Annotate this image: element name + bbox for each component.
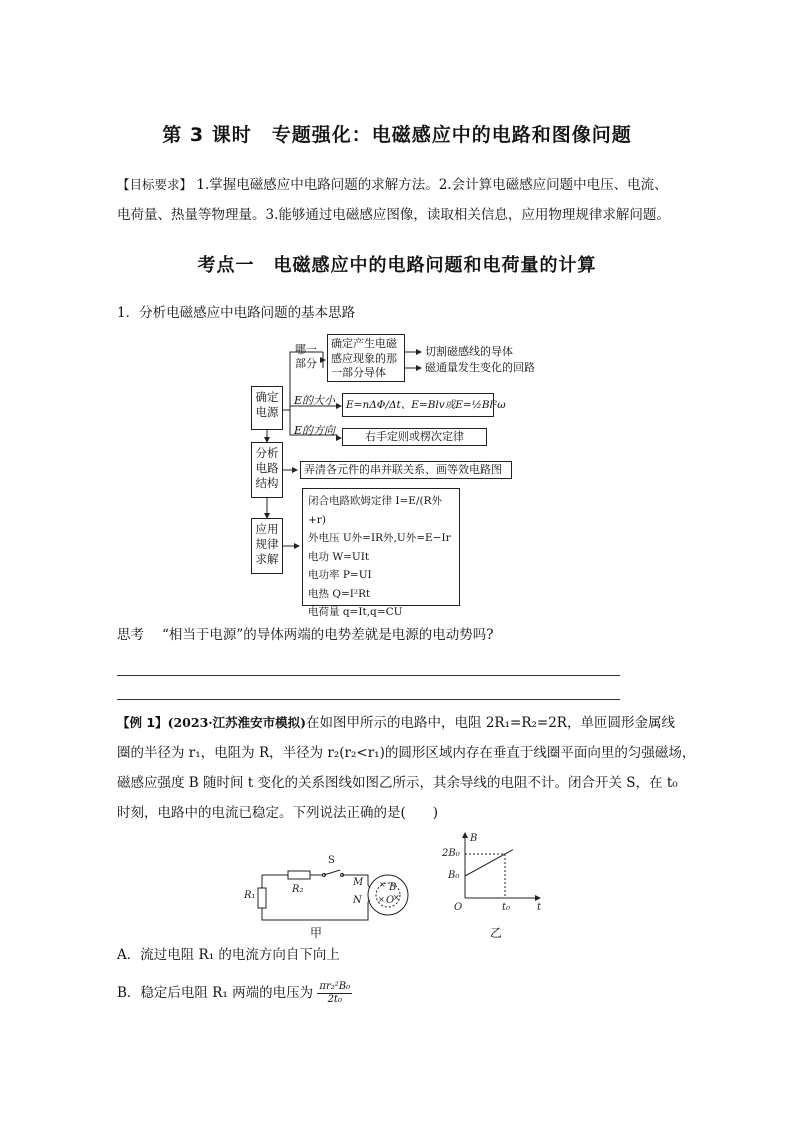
answer-line-1[interactable] bbox=[117, 675, 620, 676]
x-axis-label: t bbox=[537, 902, 542, 913]
think-label: 思考 bbox=[117, 627, 144, 643]
step2-line1: 分析 bbox=[255, 446, 279, 460]
law-ohm: 闭合电路欧姆定律 I=E/(R外+r) bbox=[308, 495, 442, 526]
law-charge: 电荷量 q=It,q=CU bbox=[308, 606, 403, 618]
fraction-den: 2t₀ bbox=[327, 994, 342, 1005]
goals-paragraph bbox=[117, 170, 697, 230]
tick-B0: B₀ bbox=[448, 870, 460, 881]
circuit-box: 弄清各元件的串并联关系、画等效电路图 bbox=[300, 461, 512, 479]
x-mark-3: × bbox=[378, 895, 385, 904]
which-line1: 哪一 bbox=[295, 343, 317, 356]
page-title: 第 3 课时 专题强化：电磁感应中的电路和图像问题 bbox=[162, 124, 632, 146]
law-work: 电功 W=UIt bbox=[308, 550, 370, 563]
goals-label: 【目标要求】 bbox=[117, 177, 193, 192]
step1-line2: 电源 bbox=[255, 405, 279, 419]
origin-label: O bbox=[454, 902, 463, 913]
example-paragraph bbox=[117, 708, 717, 828]
step2-line3: 结构 bbox=[255, 476, 279, 490]
tick-2B0: 2B₀ bbox=[442, 848, 460, 859]
tick-t0: t₀ bbox=[502, 902, 511, 913]
think-line bbox=[117, 620, 494, 650]
resistor-R1 bbox=[258, 888, 266, 908]
label-O: O bbox=[386, 895, 395, 906]
x-mark-2: × bbox=[393, 893, 400, 902]
determine-line3: 一部分导体 bbox=[331, 366, 386, 379]
x-mark-1: × bbox=[379, 880, 386, 889]
box-step2 bbox=[251, 442, 283, 498]
label-S: S bbox=[328, 855, 335, 866]
step1-line1: 确定 bbox=[255, 390, 279, 404]
cut-label: 切割磁感线的导体 bbox=[425, 345, 513, 358]
resistor-R2 bbox=[288, 871, 310, 879]
label-R1: R₁ bbox=[244, 890, 256, 901]
direction-rule: 右手定则或楞次定律 bbox=[342, 428, 487, 446]
fraction-num: πr₂²B₀ bbox=[319, 981, 351, 992]
think-question: “相当于电源”的导体两端的电势差就是电源的电动势吗? bbox=[162, 627, 494, 643]
y-axis-label: B bbox=[470, 833, 478, 844]
determine-line2: 感应现象的那 bbox=[331, 351, 397, 365]
example-label: 【例 1】 bbox=[117, 715, 168, 730]
figure-a-caption: 甲 bbox=[310, 926, 323, 940]
which-line2: 部分 bbox=[295, 357, 317, 370]
direction-label: E的方向 bbox=[294, 424, 336, 437]
box-step3 bbox=[251, 518, 283, 574]
law-heat: 电热 Q=I²Rt bbox=[308, 587, 371, 600]
step2-line2: 电路 bbox=[255, 461, 279, 475]
determine-box bbox=[327, 334, 405, 382]
step3-line3: 求解 bbox=[255, 552, 279, 566]
label-B: B bbox=[389, 882, 397, 893]
figure-b-caption: 乙 bbox=[490, 926, 503, 940]
example-line4: 时刻，电路中的电流已稳定。下列说法正确的是( ) bbox=[117, 805, 439, 821]
example-source: (2023·江苏淮安市模拟) bbox=[167, 715, 307, 730]
section-title: 考点一 电磁感应中的电路问题和电荷量的计算 bbox=[197, 255, 597, 276]
switch-lever bbox=[324, 870, 340, 875]
example-line3: 磁感应强度 B 随时间 t 变化的关系图线如图乙所示，其余导线的电阻不计。闭合开关 S，在 t₀ bbox=[117, 775, 678, 791]
wire-bottom bbox=[262, 875, 340, 920]
goals-line1: 1.掌握电磁感应中电路问题的求解方法。2.会计算电磁感应问题中电压、电流、 bbox=[196, 177, 668, 193]
magnitude-formula: E=nΔΦ/Δt、E=Blv或E=½Bl²ω bbox=[342, 393, 494, 417]
which-label bbox=[295, 343, 317, 371]
option-b-text: B．稳定后电阻 R₁ 两端的电压为 bbox=[117, 985, 314, 1001]
option-b-fraction bbox=[317, 981, 352, 1006]
laws-box bbox=[302, 488, 460, 618]
flowchart-html bbox=[245, 330, 565, 618]
flux-label: 磁通量发生变化的回路 bbox=[425, 361, 535, 374]
label-R2: R₂ bbox=[292, 884, 304, 895]
answer-line-2[interactable] bbox=[117, 699, 620, 700]
example-line2: 圈的半径为 r₁，电阻为 R，半径为 r₂(r₂<r₁)的圆形区域内存在垂直于线圈平面向里的匀强磁场， bbox=[117, 745, 696, 761]
point1-heading: 1．分析电磁感应中电路问题的基本思路 bbox=[117, 305, 356, 321]
figure-a-circuit bbox=[240, 850, 420, 940]
figure-b-graph bbox=[430, 830, 555, 915]
law-power: 电功率 P=UI bbox=[308, 569, 372, 581]
goals-line2: 电荷量、热量等物理量。3.能够通过电磁感应图像，读取相关信息，应用物理规律求解问题。 bbox=[117, 207, 670, 223]
step3-line1: 应用 bbox=[255, 522, 279, 536]
label-M: M bbox=[353, 877, 364, 888]
label-N: N bbox=[353, 895, 362, 906]
law-voltage: 外电压 U外=IR外,U外=E−Ir bbox=[308, 532, 451, 544]
magnitude-label: E的大小 bbox=[294, 394, 336, 407]
determine-line1: 确定产生电磁 bbox=[331, 337, 397, 350]
option-b[interactable] bbox=[117, 978, 352, 1008]
step3-line2: 规律 bbox=[255, 537, 279, 551]
example-line1: 在如图甲所示的电路中，电阻 2R₁=R₂=2R，单匝圆形金属线 bbox=[306, 715, 675, 731]
option-a[interactable]: A．流过电阻 R₁ 的电流方向自下向上 bbox=[117, 947, 340, 963]
box-step1 bbox=[251, 386, 283, 430]
